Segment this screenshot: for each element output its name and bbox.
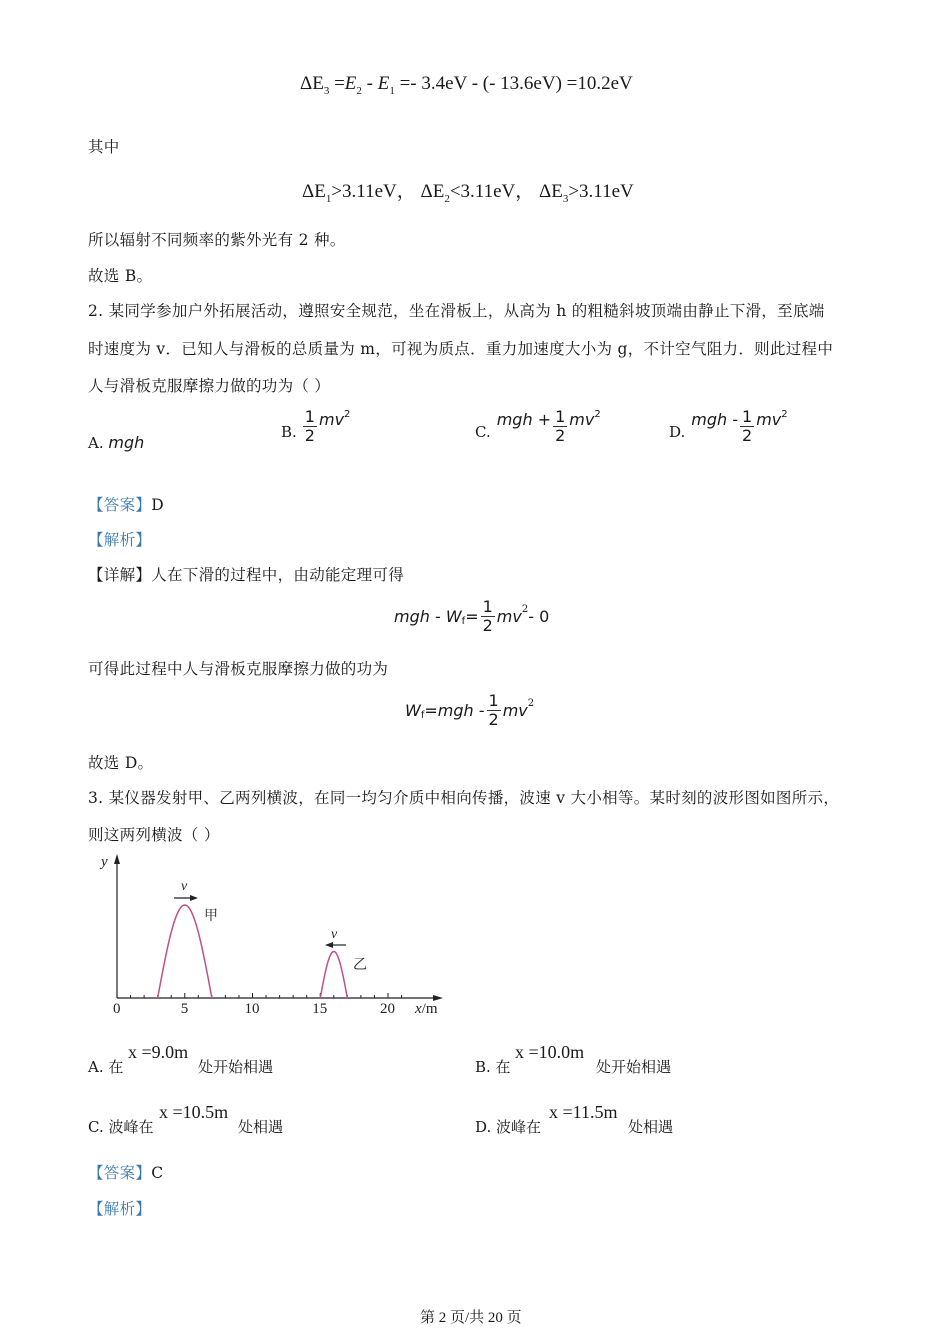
comparison: >3.11eV <box>568 181 634 202</box>
velocity-label-jia: v <box>181 879 188 894</box>
eq-lhs: mgh - W <box>394 607 462 626</box>
exponent: 2 <box>781 409 788 420</box>
svg-text:15: 15 <box>312 1001 328 1017</box>
fraction <box>740 408 754 445</box>
wf: W <box>405 701 421 720</box>
option-expression: mgh <box>108 433 145 452</box>
q2-answer <box>88 495 164 515</box>
option-suffix: 处开始相遇 <box>198 1058 274 1076</box>
page-footer: 第 2 页/共 20 页 <box>420 1310 522 1326</box>
choose-b-text: 故选 B。 <box>88 267 153 285</box>
q3-option-d[interactable] <box>475 1102 775 1138</box>
sub: f <box>420 710 425 721</box>
equals: = <box>329 73 345 94</box>
qi-zhong-label: 其中 <box>88 138 120 156</box>
fraction <box>487 692 501 729</box>
sub: 3 <box>323 85 330 97</box>
wave-chart <box>95 848 455 1023</box>
delta-e3: ΔE <box>539 181 563 202</box>
eq-tail: - 0 <box>528 607 550 626</box>
q3-line-1: 3. 某仪器发射甲、乙两列横波，在同一均匀介质中相向传播，波速 v 大小相等。某时刻的波形图如图所示， <box>88 789 840 807</box>
work-energy-equation <box>394 598 549 635</box>
wave-label-yi: 乙 <box>353 958 367 973</box>
comparison: <3.11eV， <box>449 181 535 202</box>
equation-rhs: =- 3.4eV - (- 13.6eV) =10.2eV <box>394 73 633 94</box>
option-expression: mgh + <box>496 410 552 429</box>
velocity-label-yi: v <box>331 927 338 942</box>
option-label: B. <box>281 423 297 441</box>
option-suffix: 处相遇 <box>238 1118 284 1136</box>
exponent: 2 <box>521 604 529 615</box>
comparison: >3.11eV， <box>331 181 416 202</box>
q2-detail <box>88 565 404 585</box>
mv: mv <box>569 410 595 429</box>
option-label: C. 波峰在 <box>88 1118 154 1136</box>
numerator: 1 <box>304 407 315 426</box>
option-label: C. <box>475 423 491 441</box>
sub: 2 <box>444 193 450 205</box>
q2-option-b[interactable] <box>281 408 350 445</box>
delta-e2: ΔE <box>420 181 445 202</box>
answer-value: C <box>151 1164 164 1182</box>
svg-text:0: 0 <box>113 1001 121 1017</box>
q2-line-2: 时速度为 v．已知人与滑板的总质量为 m，可视为质点．重力加速度大小为 g，不计空气阻力．则此过程中 <box>88 340 834 358</box>
sub: 3 <box>562 193 569 205</box>
fraction <box>481 598 495 635</box>
mv-term <box>756 409 787 429</box>
fraction <box>303 408 317 445</box>
detail-tag: 【详解】 <box>88 566 152 584</box>
q2-line-1: 2. 某同学参加户外拓展活动，遵照安全规范，坐在滑板上，从高为 h 的粗糙斜坡顶端由静止下滑，至底端 <box>88 302 825 320</box>
svg-text:5: 5 <box>180 1001 189 1017</box>
q3-line-2: 则这两列横波（ ） <box>88 826 220 844</box>
mv: mv <box>318 410 345 429</box>
denominator: 2 <box>488 710 499 729</box>
option-label: D. <box>669 423 686 441</box>
fraction <box>553 408 567 445</box>
mv: mv <box>496 607 522 626</box>
friction-work-equation <box>405 692 534 729</box>
sub: 2 <box>356 85 362 97</box>
denominator: 2 <box>482 616 493 635</box>
x-axis-tick-labels <box>113 1001 395 1017</box>
arrow-right-head-icon <box>190 895 198 901</box>
q3-option-b[interactable] <box>475 1042 775 1078</box>
e1: E <box>377 73 390 94</box>
conclusion-text: 所以辐射不同频率的紫外光有 2 种。 <box>88 231 346 249</box>
x-axis-ticks <box>131 993 402 998</box>
option-value: x =10.0m <box>515 1042 585 1062</box>
option-expression: mgh - <box>691 410 739 429</box>
wave-label-jia: 甲 <box>204 909 218 924</box>
e2: E <box>344 73 357 94</box>
option-label: D. 波峰在 <box>475 1118 542 1136</box>
mv-term <box>319 409 350 429</box>
sub: f <box>461 616 466 627</box>
eq-mid: =mgh - <box>424 701 485 720</box>
sub: 1 <box>389 85 395 97</box>
q3-answer <box>88 1163 163 1183</box>
denominator: 2 <box>742 426 753 445</box>
option-label: B. 在 <box>475 1058 511 1076</box>
mv: mv <box>502 701 528 720</box>
q2-line-3: 人与滑板克服摩擦力做的功为（ ） <box>88 377 331 395</box>
numerator: 1 <box>488 691 499 710</box>
option-value: x =10.5m <box>159 1102 229 1122</box>
svg-text:10: 10 <box>244 1001 260 1017</box>
denominator: 2 <box>555 426 566 445</box>
answer-tag: 【答案】 <box>88 1164 152 1182</box>
delta-e1: ΔE <box>302 181 326 202</box>
exponent: 2 <box>594 409 601 420</box>
sub: 1 <box>325 193 332 205</box>
option-suffix: 处相遇 <box>628 1118 674 1136</box>
q2-option-d[interactable] <box>669 408 788 445</box>
choose-d-text: 故选 D。 <box>88 754 154 772</box>
x-axis-label: x/m <box>415 1001 438 1017</box>
q3-analysis-tag: 【解析】 <box>88 1200 152 1218</box>
q3-option-a[interactable] <box>88 1042 388 1078</box>
energy-comparison-line <box>302 176 634 205</box>
arrow-left-head-icon <box>325 942 333 948</box>
wave-yi-curve <box>320 952 347 999</box>
option-label: A. 在 <box>88 1058 124 1076</box>
exponent: 2 <box>344 409 351 420</box>
mv: mv <box>756 410 782 429</box>
y-axis-label: y <box>101 854 108 870</box>
option-suffix: 处开始相遇 <box>596 1058 672 1076</box>
option-value: x =11.5m <box>549 1102 618 1122</box>
answer-value: D <box>151 496 164 514</box>
minus: - <box>361 73 378 94</box>
exponent: 2 <box>527 698 535 709</box>
q3-option-c[interactable] <box>88 1102 388 1138</box>
denominator: 2 <box>304 426 315 445</box>
option-label: A. <box>88 434 104 452</box>
detail-text: 人在下滑的过程中，由动能定理可得 <box>151 566 405 584</box>
y-axis-arrow-icon <box>114 854 120 864</box>
numerator: 1 <box>482 597 493 616</box>
option-value: x =9.0m <box>128 1042 189 1062</box>
q2-option-a[interactable] <box>88 433 144 452</box>
numerator: 1 <box>555 407 566 426</box>
svg-text:20: 20 <box>380 1001 395 1017</box>
answer-tag: 【答案】 <box>88 496 152 514</box>
equals: = <box>465 607 479 626</box>
mv-term <box>569 409 600 429</box>
energy-difference-equation <box>300 73 633 97</box>
numerator: 1 <box>742 407 753 426</box>
q2-option-c[interactable] <box>475 408 601 445</box>
q2-analysis-tag: 【解析】 <box>88 531 152 549</box>
q2-mid-text: 可得此过程中人与滑板克服摩擦力做的功为 <box>88 660 389 678</box>
delta-e3: ΔE <box>300 73 324 94</box>
